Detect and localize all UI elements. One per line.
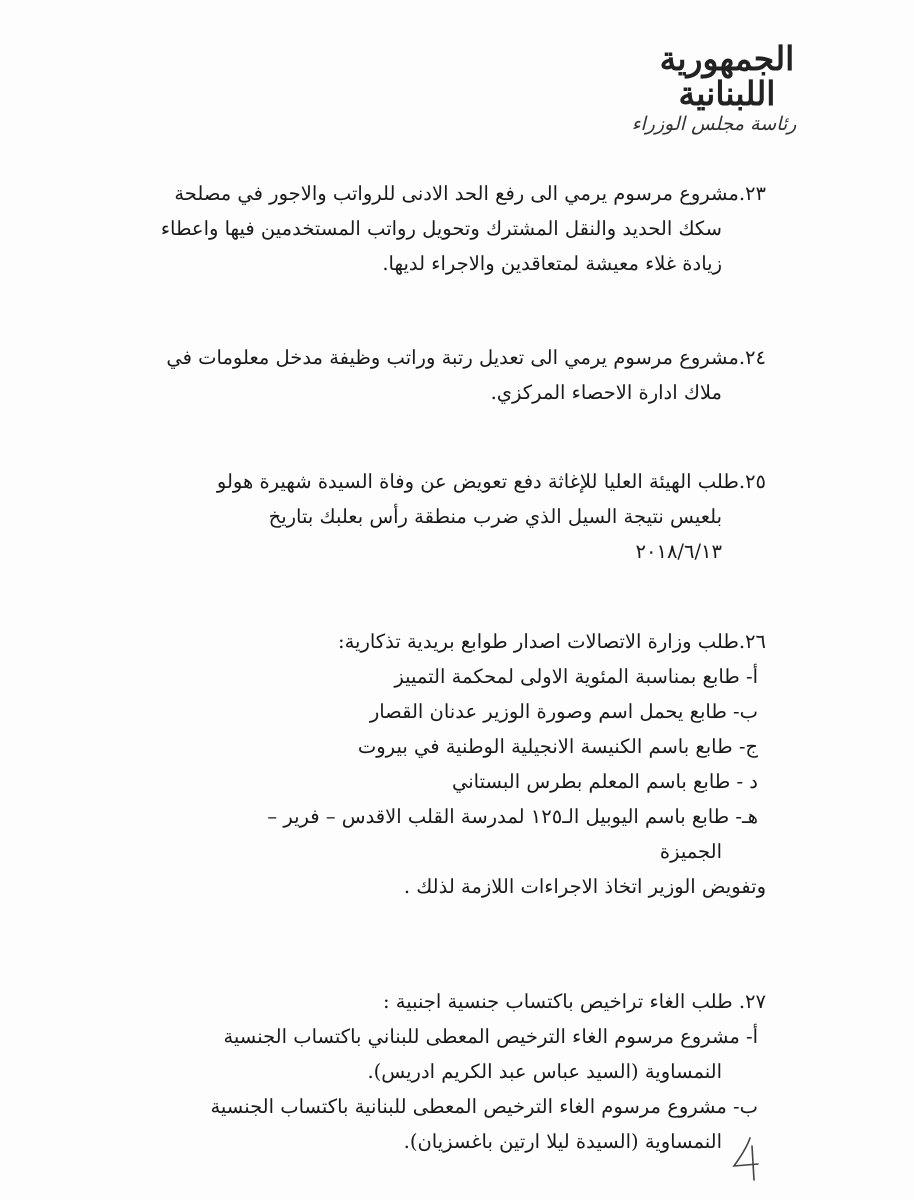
handwritten-page-mark-icon [728, 1134, 768, 1184]
item-25-line-1: ٢٥.طلب الهيئة العليا للإغاثة دفع تعويض عن وفاة السيدة شهيرة هولو [216, 470, 766, 493]
agenda-item-25 [150, 464, 766, 569]
letterhead [612, 39, 842, 136]
item-26-sub-b: ب- طابع يحمل اسم وصورة الوزير عدنان القصار [369, 700, 758, 723]
agenda-item-23 [150, 176, 766, 281]
item-26-closing: وتفويض الوزير اتخاذ الاجراءات اللازمة لذلك . [403, 875, 766, 898]
item-23-line-3: زيادة غلاء معيشة لمتعاقدين والاجراء لديها. [382, 252, 722, 275]
item-24-line-2: ملاك ادارة الاحصاء المركزي. [490, 381, 722, 404]
item-26-sub-c: ج- طابع باسم الكنيسة الانجيلية الوطنية في بيروت [357, 735, 758, 758]
item-27-title: ٢٧. طلب الغاء تراخيص باكتساب جنسية اجنبية : [382, 990, 766, 1013]
item-27-sub-a-cont: النمساوية (السيد عباس عبد الكريم ادريس). [367, 1060, 722, 1083]
item-27-sub-b: ب- مشروع مرسوم الغاء الترخيص المعطى للبنانية باكتساب الجنسية [210, 1095, 758, 1118]
item-26-sub-e: هـ- طابع باسم اليوبيل الـ١٢٥ لمدرسة القلب الاقدس – فرير – [267, 805, 758, 828]
item-26-sub-a: أ- طابع بمناسبة المئوية الاولى لمحكمة التمييز [394, 665, 758, 688]
item-25-line-2: بلعيس نتيجة السيل الذي ضرب منطقة رأس بعلبك بتاريخ [268, 505, 722, 528]
item-27-sub-a: أ- مشروع مرسوم الغاء الترخيص المعطى للبناني باكتساب الجنسية [223, 1025, 758, 1048]
item-26-sub-e-cont: الجميزة [659, 840, 722, 863]
item-24-line-1: ٢٤.مشروع مرسوم يرمي الى تعديل رتبة وراتب وظيفة مدخل معلومات في [166, 346, 766, 369]
letterhead-presidency: رئاسة مجلس الوزراء [631, 113, 797, 136]
agenda-item-26 [150, 624, 766, 904]
item-26-sub-d: د - طابع باسم المعلم بطرس البستاني [451, 770, 758, 793]
agenda-item-27 [150, 984, 766, 1159]
item-23-line-1: ٢٣.مشروع مرسوم يرمي الى رفع الحد الادنى للرواتب والاجور في مصلحة [174, 182, 766, 205]
item-23-line-2: سكك الحديد والنقل المشترك وتحويل رواتب المستخدمين فيها واعطاء [160, 217, 722, 240]
agenda-item-24 [150, 340, 766, 410]
item-27-sub-b-cont: النمساوية (السيدة ليلا ارتين باغسزيان). [403, 1130, 722, 1153]
item-26-title: ٢٦.طلب وزارة الاتصالات اصدار طوابع بريدية تذكارية: [338, 630, 766, 653]
item-25-line-3: ٢٠١٨/٦/١٣ [635, 540, 722, 563]
letterhead-republic: الجمهورية اللبنانية [659, 39, 795, 113]
